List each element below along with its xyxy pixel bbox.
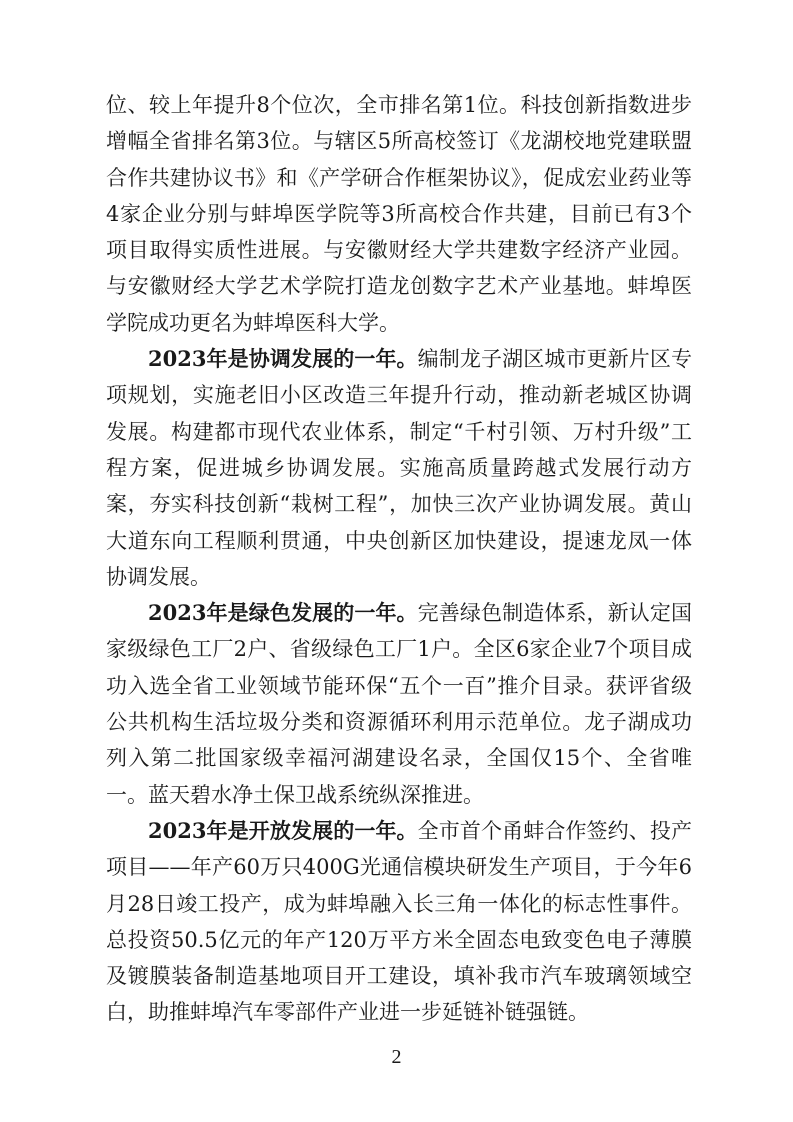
paragraph-lead: 2023年是开放发展的一年。 <box>148 817 418 843</box>
paragraph-lead: 2023年是绿色发展的一年。 <box>148 600 418 626</box>
page-number: 2 <box>391 1046 402 1068</box>
paragraph-continuation <box>106 87 692 341</box>
paragraph-text: 编制龙子湖区城市更新片区专项规划，实施老旧小区改造三年提升行动，推动新老城区协调发展。构建都市现代农业体系，制定“千村引领、万村升级”工程方案，促进城乡协调发展。实施高质量跨越式发展行动方案，夯实科技创新“栽树工程”，加快三次产业协调发展。黄山大道东向工程顺利贯通，中央创新区加快建设，提速龙凤一体协调发展。 <box>106 347 692 589</box>
paragraph-text: 全市首个甬蚌合作签约、投产项目——年产60万只400G光通信模块研发生产项目，于今年6月28日竣工投产，成为蚌埠融入长三角一体化的标志性事件。总投资50.5亿元的年产120万平方米全固态电致变色电子薄膜及镀膜装备制造基地项目开工建设，填补我市汽车玻璃领域空白，助推蚌埠汽车零部件产业进一步延链补链强链。 <box>106 818 692 1025</box>
paragraph-open-development <box>106 813 692 1031</box>
document-body <box>106 87 692 1031</box>
paragraph-lead: 2023年是协调发展的一年。 <box>148 346 418 372</box>
paragraph-text: 完善绿色制造体系，新认定国家级绿色工厂2户、省级绿色工厂1户。全区6家企业7个项目成功入选全省工业领域节能环保“五个一百”推介目录。获评省级公共机构生活垃圾分类和资源循环利用示范单位。龙子湖成功列入第二批国家级幸福河湖建设名录，全国仅15个、全省唯一。蓝天碧水净土保卫战系统纵深推进。 <box>106 601 692 807</box>
paragraph-green-development <box>106 595 692 813</box>
paragraph-text: 位、较上年提升8个位次，全市排名第1位。科技创新指数进步增幅全省排名第3位。与辖区5所高校签订《龙湖校地党建联盟合作共建协议书》和《产学研合作框架协议》，促成宏业药业等4家企业分别与蚌埠医学院等3所高校合作共建，目前已有3个项目取得实质性进展。与安徽财经大学共建数字经济产业园。与安徽财经大学艺术学院打造龙创数字艺术产业基地。蚌埠医学院成功更名为蚌埠医科大学。 <box>106 93 692 335</box>
paragraph-coordinated-development <box>106 341 692 595</box>
